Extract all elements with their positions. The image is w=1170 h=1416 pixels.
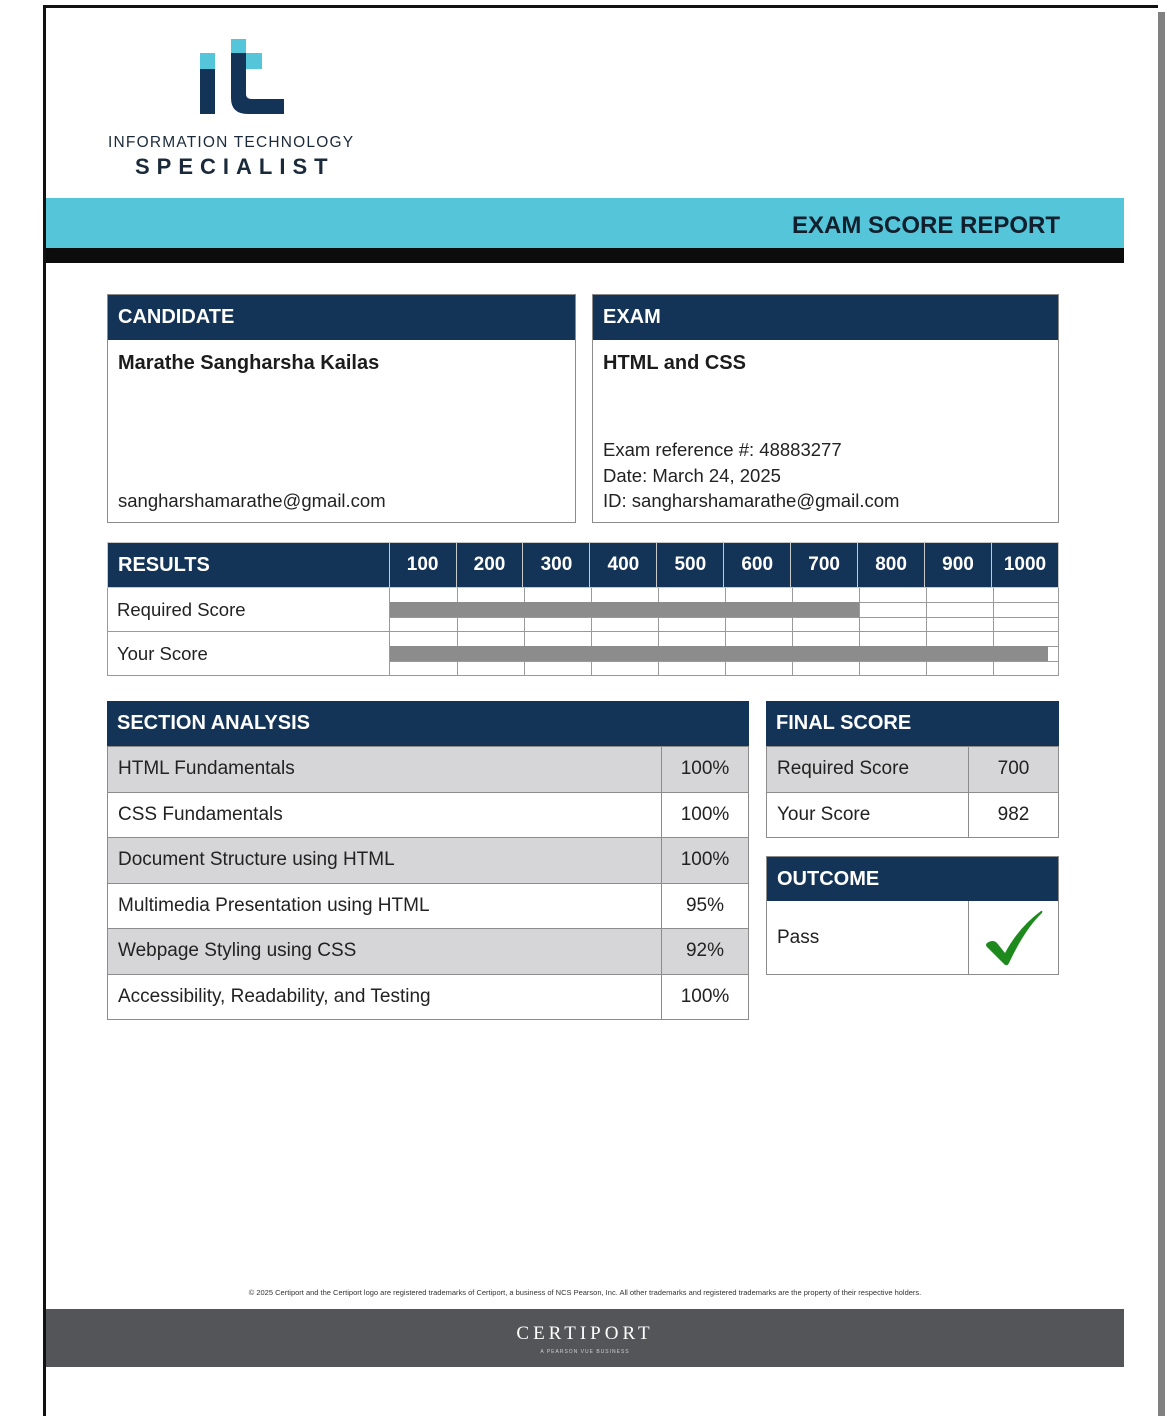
table-row: [108, 838, 749, 884]
scale-tick: 200: [456, 543, 523, 588]
section-name: HTML Fundamentals: [108, 747, 662, 793]
results-row-label: Required Score: [108, 588, 390, 632]
your-score-bar: [390, 646, 1048, 661]
scale-tick: 400: [590, 543, 657, 588]
section-name: CSS Fundamentals: [108, 792, 662, 838]
section-name: Accessibility, Readability, and Testing: [108, 974, 662, 1020]
results-row-label: Your Score: [108, 632, 390, 676]
required-score-bar: [390, 602, 859, 617]
outcome: [766, 856, 1059, 975]
final-score-header: FINAL SCORE: [766, 701, 1059, 746]
results-table: [107, 542, 1059, 676]
results-header: RESULTS: [108, 543, 390, 588]
grid-line: [390, 617, 1058, 618]
report-title: EXAM SCORE REPORT: [791, 212, 1060, 239]
section-percent: 92%: [662, 929, 749, 975]
candidate-email: sangharshamarathe@gmail.com: [118, 490, 386, 511]
section-analysis-header: SECTION ANALYSIS: [107, 701, 749, 746]
it-specialist-logo: [100, 36, 390, 186]
table-row: [108, 883, 749, 929]
section-analysis-table: [107, 746, 749, 1020]
your-score-label: Your Score: [767, 792, 969, 838]
table-row: [767, 792, 1059, 838]
scale-tick: 900: [925, 543, 992, 588]
score-bar-cell: [389, 588, 1058, 632]
it-logo-mark-icon: [196, 36, 291, 120]
results-header-row: [108, 543, 1059, 588]
scale-tick: 100: [389, 543, 456, 588]
score-bar-cell: [389, 632, 1058, 676]
page-edge-shadow: [1158, 12, 1165, 1416]
section-analysis: [107, 701, 749, 1020]
outcome-header: OUTCOME: [767, 857, 1058, 901]
exam-box: [592, 294, 1059, 523]
exam-date: Date: March 24, 2025: [603, 465, 781, 486]
banner-divider: [46, 248, 1124, 263]
final-score-table: [766, 746, 1059, 838]
scale-tick: 600: [724, 543, 791, 588]
footer-bar: [46, 1309, 1124, 1367]
section-percent: 100%: [662, 792, 749, 838]
score-bar-track: [390, 632, 1058, 675]
logo-line-specialist: SPECIALIST: [135, 154, 335, 179]
table-row: [767, 747, 1059, 793]
section-name: Document Structure using HTML: [108, 838, 662, 884]
scale-tick: 800: [858, 543, 925, 588]
section-percent: 95%: [662, 883, 749, 929]
table-row: [108, 792, 749, 838]
your-score-value: 982: [969, 792, 1059, 838]
section-percent: 100%: [662, 838, 749, 884]
certiport-logo: CERTIPORT: [516, 1323, 654, 1344]
scale-tick: 700: [791, 543, 858, 588]
exam-reference: Exam reference #: 48883277: [603, 439, 842, 460]
certiport-tagline: A PEARSON VUE BUSINESS: [540, 1349, 630, 1355]
section-percent: 100%: [662, 974, 749, 1020]
legal-notice: © 2025 Certiport and the Certiport logo are registered trademarks of Certiport, a business of NCS Pearson, Inc. All other trademarks and registered trademarks are the property of their respective holders.: [248, 1288, 922, 1297]
outcome-result: Pass: [767, 901, 969, 974]
exam-title: HTML and CSS: [603, 352, 746, 374]
grid-line: [926, 588, 927, 631]
grid-line: [859, 588, 860, 631]
section-name: Multimedia Presentation using HTML: [108, 883, 662, 929]
section-percent: 100%: [662, 747, 749, 793]
results-row-required: [108, 588, 1059, 632]
outcome-check-cell: [969, 901, 1058, 974]
candidate-name: Marathe Sangharsha Kailas: [118, 352, 380, 374]
final-score: [766, 701, 1059, 838]
scale-tick: 300: [523, 543, 590, 588]
report-banner: [46, 198, 1124, 248]
table-row: [108, 929, 749, 975]
table-row: [108, 974, 749, 1020]
grid-line: [993, 588, 994, 631]
required-score-value: 700: [969, 747, 1059, 793]
score-bar-track: [390, 588, 1058, 631]
checkmark-icon: [983, 907, 1045, 969]
logo-line-information-technology: INFORMATION TECHNOLOGY: [108, 134, 355, 151]
section-name: Webpage Styling using CSS: [108, 929, 662, 975]
results-row-yours: [108, 632, 1059, 676]
candidate-header: CANDIDATE: [108, 295, 575, 340]
exam-header: EXAM: [593, 295, 1058, 340]
required-score-label: Required Score: [767, 747, 969, 793]
scale-tick: 500: [657, 543, 724, 588]
table-row: [108, 747, 749, 793]
outcome-row: [767, 901, 1058, 974]
grid-line: [390, 661, 1058, 662]
candidate-box: [107, 294, 576, 523]
scale-tick: 1000: [991, 543, 1058, 588]
exam-id: ID: sangharshamarathe@gmail.com: [603, 490, 900, 511]
